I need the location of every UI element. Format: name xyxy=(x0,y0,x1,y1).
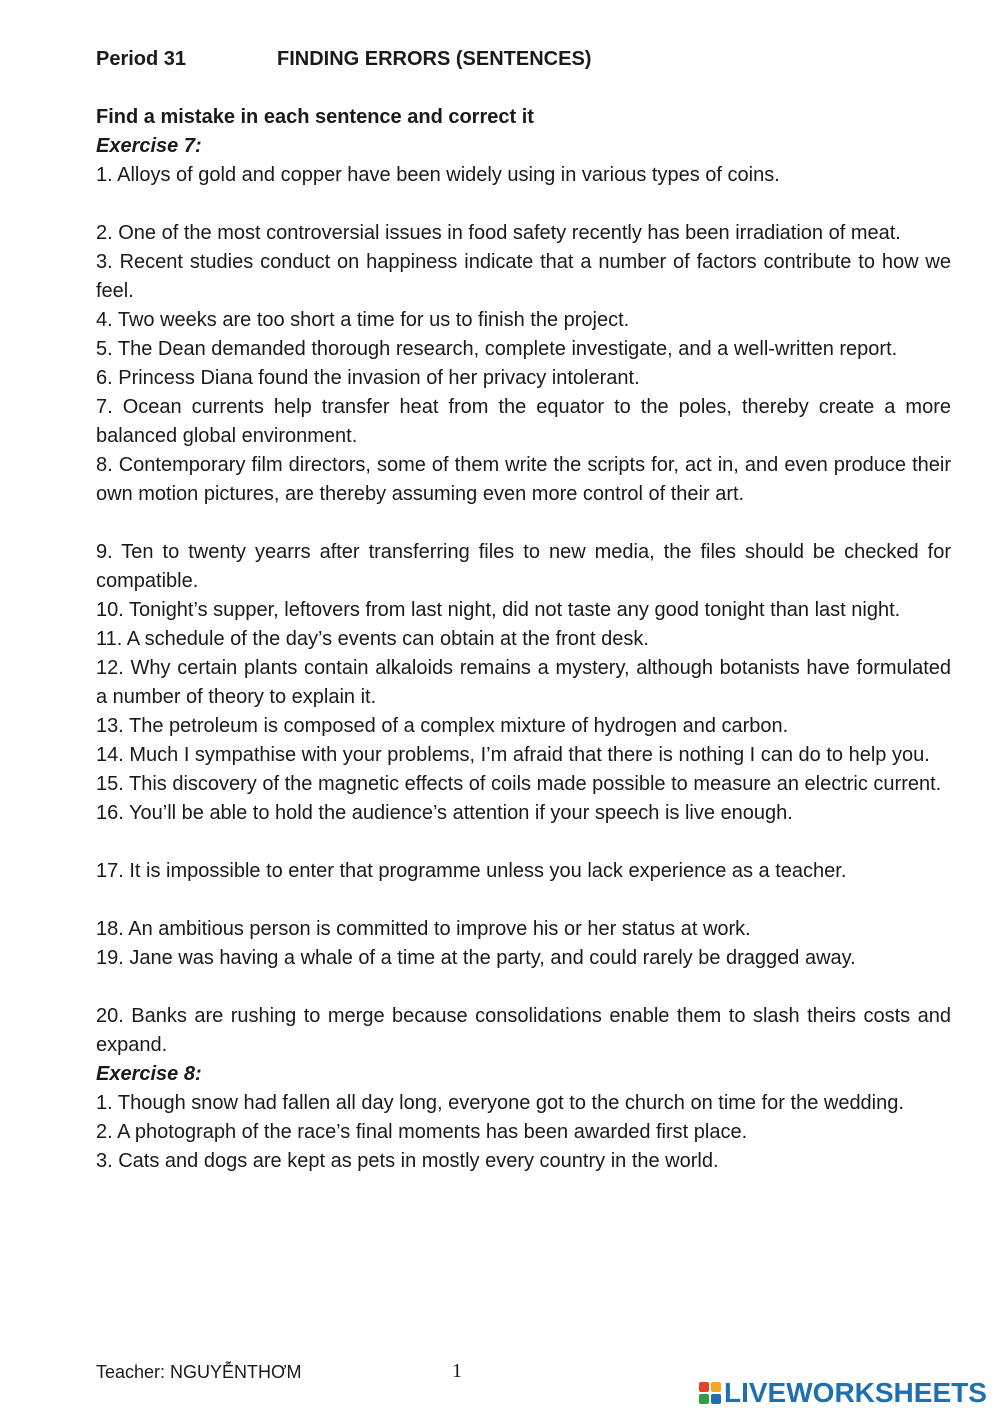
liveworksheets-logo[interactable] xyxy=(698,1378,987,1408)
liveworksheets-logo-icon xyxy=(698,1381,722,1405)
spacer xyxy=(96,509,951,538)
teacher-name: Teacher: NGUYỄNTHƠM xyxy=(96,1362,302,1382)
ex7-item-11: 11. A schedule of the day’s events can obtain at the front desk. xyxy=(96,628,649,650)
ex7-item-12: 12. Why certain plants contain alkaloids remains a mystery, although botanists have formulated a number of theory to explain it. xyxy=(96,657,951,708)
worksheet-content xyxy=(96,45,951,1176)
ex8-item-2: 2. A photograph of the race’s final moments has been awarded first place. xyxy=(96,1121,748,1143)
ex7-item-18: 18. An ambitious person is committed to improve his or her status at work. xyxy=(96,918,751,940)
ex7-item-20: 20. Banks are rushing to merge because consolidations enable them to slash theirs costs and expand. xyxy=(96,1005,951,1056)
ex7-item-10: 10. Tonight’s supper, leftovers from last night, did not taste any good tonight than last night. xyxy=(96,599,901,621)
ex7-item-16: 16. You’ll be able to hold the audience’s attention if your speech is live enough. xyxy=(96,802,793,824)
ex7-item-3: 3. Recent studies conduct on happiness indicate that a number of factors contribute to how we feel. xyxy=(96,251,951,302)
ex7-item-19: 19. Jane was having a whale of a time at the party, and could rarely be dragged away. xyxy=(96,947,856,969)
logo-text: LIVEWORKSHEETS xyxy=(724,1377,987,1408)
page-title: FINDING ERRORS (SENTENCES) xyxy=(277,48,592,70)
page-number: 1 xyxy=(452,1360,462,1382)
page-header xyxy=(96,45,951,74)
spacer xyxy=(96,886,951,915)
instruction-text: Find a mistake in each sentence and correct it xyxy=(96,106,534,128)
ex7-item-7: 7. Ocean currents help transfer heat from the equator to the poles, thereby create a more balanced global environment. xyxy=(96,396,951,447)
spacer xyxy=(96,828,951,857)
ex7-item-5: 5. The Dean demanded thorough research, complete investigate, and a well-written report. xyxy=(96,338,898,360)
exercise-7-title: Exercise 7: xyxy=(96,135,202,157)
spacer xyxy=(96,973,951,1002)
exercise-8-title: Exercise 8: xyxy=(96,1063,202,1085)
ex7-item-15: 15. This discovery of the magnetic effects of coils made possible to measure an electric current. xyxy=(96,773,942,795)
ex7-item-8: 8. Contemporary film directors, some of them write the scripts for, act in, and even produce their own motion pictures, are thereby assuming even more control of their art. xyxy=(96,454,951,505)
ex7-item-17: 17. It is impossible to enter that programme unless you lack experience as a teacher. xyxy=(96,860,847,882)
ex7-item-13: 13. The petroleum is composed of a complex mixture of hydrogen and carbon. xyxy=(96,715,789,737)
period-label: Period 31 xyxy=(96,48,187,70)
ex8-item-1: 1. Though snow had fallen all day long, everyone got to the church on time for the wedding. xyxy=(96,1092,904,1114)
ex7-item-4: 4. Two weeks are too short a time for us to finish the project. xyxy=(96,309,630,331)
ex8-item-3: 3. Cats and dogs are kept as pets in mostly every country in the world. xyxy=(96,1150,719,1172)
ex7-item-2: 2. One of the most controversial issues in food safety recently has been irradiation of meat. xyxy=(96,222,901,244)
ex7-item-14: 14. Much I sympathise with your problems, I’m afraid that there is nothing I can do to help you. xyxy=(96,744,930,766)
ex7-item-6: 6. Princess Diana found the invasion of her privacy intolerant. xyxy=(96,367,640,389)
spacer xyxy=(96,190,951,219)
ex7-item-9: 9. Ten to twenty yearrs after transferring files to new media, the files should be checked for compatible. xyxy=(96,541,951,592)
ex7-item-1: 1. Alloys of gold and copper have been widely using in various types of coins. xyxy=(96,164,780,186)
